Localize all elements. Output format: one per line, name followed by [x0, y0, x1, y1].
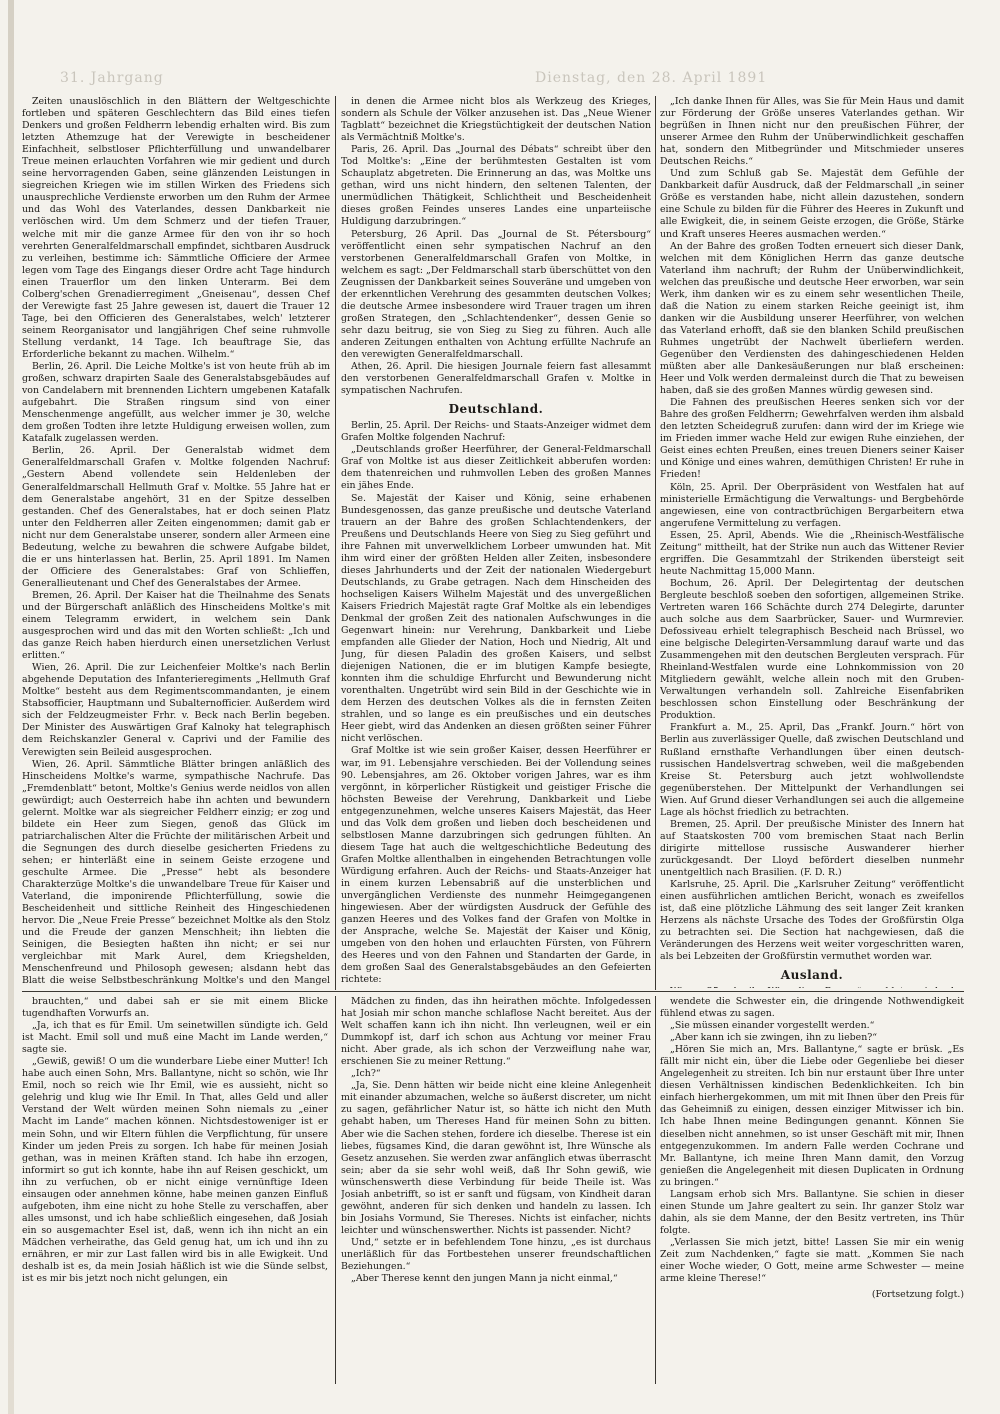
paragraph: „Ich danke Ihnen für Alles, was Sie für Mein Haus und damit zur Förderung der Größe unseres Vaterlandes gethan. Wir begrüßen in Ihnen nicht nur den preußischen Führer, der unserer Armee den Ruhm der Unüberwindlichkeit geschaffen hat, sondern den Mitbegründer und Mitschmieder unseres Deutschen Reichs.“ — [660, 96, 964, 168]
paragraph: Karlsruhe, 25. April. Die „Karlsruher Zeitung“ veröffentlicht einen ausführlichen amtlichen Bericht, wonach es zweifellos ist, daß eine plötzliche Lähmung des seit langer Zeit kranken Herzens als nächste Ursache des Todes der Großfürstin Olga zu betrachten sei. Die Section hat nachgewiesen, daß die Veränderungen des Herzens weit weiter vorgeschritten waren, als bei Lebzeiten der Großfürstin vermuthet worden war. — [660, 879, 964, 963]
paragraph: „Sie müssen einander vorgestellt werden.“ — [670, 1020, 875, 1032]
section-heading-germany: Deutschland. — [448, 402, 544, 417]
paragraph: Se. Majestät der Kaiser und König, seine erhabenen Bundesgenossen, das ganze preußische und deutsche Vaterland trauern an der Bahre des großen Schlachtendenkers, der Preußens und Deutschlands Heere von Sieg zu Sieg geführt und ihre Fahnen mit unverwelklichem Lorbeer umwunden hat. Mit ihm wird einer der größten Helden aller Zeiten, insbesondere dieses Jahrhunderts und der Zeit der nationalen Wiedergeburt Deutschlands, zu Grabe getragen. Nach dem Hinscheiden des hochseligen Kaisers Wilhelm Majestät und des unvergeßlichen Kaisers Friedrich Majestät ragte Graf Moltke als ein lebendiges Denkmal der großen Zeit des nationalen Aufschwunges in die Gegenwart hinein: nur Verehrung, Dankbarkeit und Liebe empfanden alle Glieder der Nation, Hoch und Niedrig, Alt und Jung, für diesen Paladin des großen Kaisers, und selbst diejenigen Nationen, die er im blutigen Kampfe besiegte, konnten ihm die schuldige Ehrfurcht und Bewunderung nicht vorenthalten. Ungetrübt wird sein Bild in der Geschichte wie in dem Herzen des deutschen Volkes als die in fernsten Zeiten strahlen, und so lange es ein preußisches und ein deutsches Heer giebt, wird das Andenken an diesen größten seiner Führer nicht verlöschen. — [341, 492, 651, 745]
paragraph: Berlin, 26. April. Die Leiche Moltke's ist von heute früh ab im großen, schwarz drapirten Saale des Generalstabsgebäudes auf von Candelabern mit brennenden Lichtern umgebenen Katafalk aufgebahrt. Die Straßen ringsum sind von einer Menschenmenge angefüllt, aus welcher immer je 30, welche dem großen Todten ihre letzte Huldigung erweisen wollen, zum Katafalk zugelassen werden. — [22, 361, 330, 445]
paragraph — [660, 986, 964, 988]
paragraph: „Hören Sie mich an, Mrs. Ballantyne,“ sagte er brüsk. „Es fällt mir nicht ein, über die Liebe oder Gegenliebe bei dieser Angelegenheit zu streiten. Ich bin nur erstaunt über Ihre unter diesen Verhältnissen kindischen Bedenklichkeiten. Ich bin einfach hierhergekommen, um mit mit Ihnen über den Preis für das Geheimniß zu einigen, dessen einziger Mitwisser ich bin. Ich habe Ihnen meine Bedingungen genannt. Können Sie dieselben nicht annehmen, so ist unser Geschäft mit mir, Ihnen entgegenzukommen. Im andern Falle werden Cochrane und Mr. Ballantyne, ich meine Ihren Mann damit, den Vorzug genießen die Angelegenheit mit diesen Duplicaten in Ordnung zu bringen.“ — [660, 1044, 964, 1188]
paragraph: Petersburg, 26 April. Das „Journal de St. Pétersbourg“ veröffentlicht einen sehr sympatischen Nachruf an den verstorbenen Generalfeldmarschall Grafen von Moltke, in welchem es sagt: „Der Feldmarschall starb überschüttet von den Zeugnissen der Dankbarkeit seines Souveräne und umgeben von der erkenntlichen Verehrung des gesammten deutschen Volkes; die deutsche Armee insbesondere wird Trauer tragen um ihren großen Strategen, den „Schlachtendenker“, dessen Genie so sehr dazu beitrug, sie von Sieg zu Sieg zu führen. Auch alle anderen Zeitungen enthalten von Achtung erfüllte Nachrufe an den verewigten Generalfeldmarschall. — [341, 228, 651, 360]
column-divider — [335, 96, 336, 990]
paragraph: Langsam erhob sich Mrs. Ballantyne. Sie schien in dieser einen Stunde um Jahre gealtert zu sein. Ihr ganzer Stolz war dahin, als sie dem Manne, der den Besitz vertreten, ins Thür folgte. — [660, 1188, 964, 1236]
paragraph: Köln, 25. April. Der Oberpräsident von Westfalen hat auf ministerielle Ermächtigung die Verwaltungs- und Bergbehörde angewiesen, eine von contractbrüchigen Bergarbeitern etwa angerufene Vermittelung zu verfagen. — [660, 481, 964, 529]
paragraph: Die Fahnen des preußischen Heeres senken sich vor der Bahre des großen Feldherrn; Gewehrfalven werden ihm alsbald den letzten Scheidegruß zurufen: dann wird der im Kriege wie im Frieden immer wache Held zur ewigen Ruhe einziehen, der Geist eines echten Preußen, eines treuen Dieners seiner Kaiser und Könige und eines wahren, demüthigen Christen! Er ruhe in Frieden! — [660, 397, 964, 481]
column-divider — [655, 996, 656, 1384]
news-column-3 — [660, 96, 964, 988]
paragraph: Bochum, 26. April. Der Delegirtentag der deutschen Bergleute beschloß soeben den sofortigen, allgemeinen Strike. Vertreten waren 166 Schächte durch 274 Delegirte, darunter auch solche aus dem Saarbrücker, Sauer- und Wurmrevier. Defossiveau erhielt telegraphisch Bescheid nach Brüssel, wo eine belgische Delegirten-Versammlung darauf warte und das Zusammengehen mit den deutschen Bergleuten versprach. Für Rheinland-Westfalen wurde eine Lohnkommission von 20 Mitgliedern gewählt, welche allein noch mit den Gruben-Verwaltungen verhandeln soll. Zahlreiche Eisenfabriken beschlossen schon Einstellung oder Beschränkung der Produktion. — [660, 577, 964, 722]
paragraph: in denen die Armee nicht blos als Werkzeug des Krieges, sondern als Schule der Völker anzusehen ist. Das „Neue Wiener Tagblatt“ bezeichnet die Kriegstüchtigkeit der deutschen Nation als Vermächtniß Moltke's. — [341, 96, 651, 144]
masthead-bleed — [60, 70, 960, 96]
paragraph: brauchten,“ und dabei sah er sie mit einem Blicke tugendhaften Vorwurfs an. — [22, 996, 328, 1020]
paragraph: „Deutschlands großer Heerführer, der General-Feldmarschall Graf von Moltke ist aus dieser Zeitlichkeit abberufen worden: dem thatenreichen und ruhmvollen Leben des großen Mannes ein jähes Ende. — [341, 444, 651, 492]
feuilleton-column-3 — [660, 996, 964, 1382]
paragraph: „Verlassen Sie mich jetzt, bitte! Lassen Sie mir ein wenig Zeit zum Nachdenken,“ fagte sie matt. „Kommen Sie nach einer Woche wieder, O Gott, meine arme Schwester — meine arme kleine Therese!“ — [660, 1236, 964, 1285]
column-divider — [335, 996, 336, 1384]
paragraph: Wien, 26. April. Sämmtliche Blätter bringen anläßlich des Hinscheidens Moltke's warme, sympathische Nachrufe. Das „Fremdenblatt“ betont, Moltke's Genius werde neidlos von allen gewürdigt; auch Oesterreich habe ihn achten und bewundern gelernt. Moltke war als siegreicher Feldherr einzig; er zog und bildete ein Heer zum Siegen, genoß das Glück im patriarchalischen Alter die Früchte der militärischen Arbeit und die Segnungen des durch dieselbe gesicherten Friedens zu sehen; er hinterläßt eine in seinem Geiste erzogene und geschulte Armee. Die „Presse“ hebt als besondere Charakterzüge Moltke's die unwandelbare Treue für Kaiser und Vaterland, die imponirende Pflichterfüllung, sowie die Bescheidenheit und sittliche Reinheit des Hingeschiedenen hervor. Die „Neue Freie Presse“ bezeichnet Moltke als den Stolz und die Freude der ganzen Menschheit; ihn liebten die Seinigen, die Besiegten haßten ihn nicht; er sei nur vergleichbar mit Mark Aurel, dem Kriegshelden, Menschenfreund und Philosoph gewesen; alsdann hebt das Blatt die weise Selbstbeschränkung Moltke's und den Mangel — [22, 758, 330, 987]
paragraph: Graf Moltke ist wie sein großer Kaiser, dessen Heerführer er war, im 91. Lebensjahre verschieden. Bei der Vollendung seines 90. Lebensjahres, am 26. Oktober vorigen Jahres, war es ihm vergönnt, in körperlicher Rüstigkeit und geistiger Frische die höchsten Beweise der Verehrung, Dankbarkeit und Liebe entgegenzunehmen, welche unseres Kaisers Majestät, das Heer und das Volk dem großen und lieben doch bescheidenen und selbstlosen Manne darzubringen sich gedrungen fühlten. An diesem Tage hat auch die weltgeschichtliche Bedeutung des Grafen Moltke allenthalben in eingehenden Betrachtungen volle Würdigung erfahren. Auch der Reichs- und Staats-Anzeiger hat in einem kurzen Lebensabriß auf die unsterblichen und unvergänglichen Verdienste des nunmehr Heimgegangenen hingewiesen. Aber der würdigsten Ausdruck der Gefühle des ganzen Heeres und des Volkes fand der Grafen von Moltke in der Ansprache, welche Se. Majestät der Kaiser und König, umgeben von den hohen und erlauchten Fürsten, von Führern des Heeres und von den Fahnen und Standarten der Garde, in dem großen Saal des Generalstabsgebäudes an den Gefeierten richtete: — [341, 745, 651, 986]
paragraph: Mädchen zu finden, das ihn heirathen möchte. Infolgedessen hat Josiah mir schon manche schlaflose Nacht bereitet. Aus der Welt schaffen kann ich ihn nicht. Ihn verleugnen, weil er ein Dummkopf ist, darf ich schon aus Achtung vor meiner Frau nicht. Aber grade, als ich schon der Verzweiflung nahe war, erschienen Sie zu meiner Rettung.“ — [341, 996, 651, 1068]
paragraph: Zeiten unauslöschlich in den Blättern der Weltgeschichte fortleben und späteren Geschlechtern das Bild eines tiefen Denkers und großen Feldherrn lebendig erhalten wird. Bis zum letzten Athemzuge hat der Verewigte in bescheidener Einfachheit, selbstloser Pflichterfüllung und unwandelbarer Treue meinen erlauchten Vorfahren wie mir gedient und durch seine hervorragenden Gaben, seine glänzenden Leistungen in siegreichen Kriegen wie im stillen Wirken des Friedens sich unausprechliche Verdienste erworben um den Ruhm der Armee und das Wohl des Vaterlandes, dessen Dankbarkeit nie verlöschen wird. Um dem Schmerz und der tiefen Trauer, welche mit mir die ganze Armee für den von ihr so hoch verehrten Generalfeldmarschall empfindet, sichtbaren Ausdruck zu verleihen, bestimme ich: Sämmtliche Officiere der Armee legen vom Tage des Eingangs dieser Ordre acht Tage hindurch einen Trauerflor um den linken Unterarm. Bei dem Colberg'schen Grenadierregiment „Gneisenau“, dessen Chef der Verewigte fast 25 Jahre gewesen ist, dauert die Trauer 12 Tage, bei den Officieren des Generalstabes, welch' letzterer seinem Reorganisator und langjährigen Chef seine ruhmvolle Stellung verdankt, 14 Tage. Ich beauftrage Sie, das Erforderliche bekannt zu machen. Wilhelm.“ — [22, 96, 330, 360]
masthead-date: Dienstag, den 28. April 1891 — [535, 70, 768, 86]
paragraph: „Aber Therese kennt den jungen Mann ja nicht einmal,“ — [351, 1273, 618, 1285]
paragraph: wendete die Schwester ein, die dringende Nothwendigkeit fühlend etwas zu sagen. — [660, 996, 964, 1020]
feuilleton-divider — [22, 991, 964, 992]
paragraph: „Ja, ich that es für Emil. Um seinetwillen sündigte ich. Geld ist Macht. Emil soll und muß eine Macht im Lande werden,“ sagte sie. — [22, 1020, 328, 1056]
masthead-issue: 31. Jahrgang — [60, 70, 164, 86]
paragraph: „Gewiß, gewiß! O um die wunderbare Liebe einer Mutter! Ich habe auch einen Sohn, Mrs. Ballantyne, nicht so schön, wie Ihr Emil, noch so reich wie Ihr Emil, wie es aussieht, nicht so gelehrig und klug wie Ihr Emil. In That, alles Geld und aller Verstand der Welt würden meinen Sohn niemals zu „einer Macht im Lande“ machen können. Nichtsdestoweniger ist er mein Sohn, und wir Eltern fühlen die Verpflichtung, für unsere Kinder um jeden Preis zu sorgen. Ich habe für meinen Josiah gethan, was in meinen Kräften stand. Ich habe ihn erzogen, informirt so gut ich konnte, habe ihn auf Reisen geschickt, um ihn zu verfuchen, ob er nicht einige vernünftige Ideen einsaugen oder annehmen könne, habe meinen ganzen Einfluß aufgeboten, ihm eine nicht zu hohe Stelle zu verschaffen, aber alles umsonst, und ich habe schließlich eingesehen, daß Josiah ein so ausgemachter Esel ist, daß, wenn ich ihn nicht an ein Mädchen verheirathe, das Geld genug hat, um ich und ihn zu ernähren, er mir zur Last fallen wird bis in alle Ewigkeit. Und deshalb ist es, da mein Josiah häßlich ist wie die Sünde selbst, ist es mir bis jetzt noch nicht gelungen, ein — [22, 1056, 328, 1285]
paragraph: Paris, 26. April. Das „Journal des Débats“ schreibt über den Tod Moltke's: „Eine der berühmtesten Gestalten ist vom Schauplatz abgetreten. Die Erinnerung an das, was Moltke uns gethan, wird uns nicht hindern, den seltenen Talenten, der unermüdlichen Thätigkeit, Schlichtheit und Bescheidenheit dieses großen Feindes unseres Landes eine unparteiische Huldigung darzubringen.“ — [341, 144, 651, 228]
paragraph: Bremen, 25. April. Der preußische Minister des Innern hat auf Staatskosten 700 vom bremischen Staat nach Berlin dirigirte mittellose russische Auswanderer hierher zurückgesandt. Der Lloyd befördert dieselben nunmehr unentgeltlich nach Brasilien. (F. D. R.) — [660, 818, 964, 878]
column-divider — [655, 96, 656, 990]
feuilleton-column-1 — [22, 996, 328, 1382]
news-column-2 — [341, 96, 651, 988]
paragraph: Und zum Schluß gab Se. Majestät dem Gefühle der Dankbarkeit dafür Ausdruck, daß der Feldmarschall „in seiner Größe es verstanden habe, nicht allein dazustehen, sondern eine Schule zu bilden für die Führer des Heeres in Zukunft und alle Ewigkeit, die, in seinem Geiste erzogen, die Größe, Stärke und Kraft unseres Heeres ausmachen werden.“ — [660, 168, 964, 240]
paragraph: Athen, 26. April. Die hiesigen Journale feiern fast allesammt den verstorbenen Generalfeldmarschall Grafen v. Moltke in sympatischen Nachrufen. — [341, 361, 651, 397]
paragraph: Und,“ setzte er in befehlendem Tone hinzu, „es ist durchaus unerläßlich für das Fortbestehen unserer freundschaftlichen Beziehungen.“ — [341, 1236, 651, 1273]
paragraph: Wien, 26. April. Die zur Leichenfeier Moltke's nach Berlin abgehende Deputation des Infanterieregiments „Hellmuth Graf Moltke“ besteht aus dem Regimentscommandanten, je einem Stabsofficier, Hauptmann und Subalternofficier. Außerdem wird sich der Feldzeugmeister Frhr. v. Beck nach Berlin begeben. Der Minister des Auswärtigen Graf Kalnoky hat telegraphisch dem Reichskanzler General v. Caprivi und der Familie des Verewigten sein Beileid ausgesprochen. — [22, 662, 330, 758]
paragraph: Essen, 25. April, Abends. Wie die „Rheinisch-Westfälische Zeitung“ mittheilt, hat der Strike nun auch das Wittener Revier ergriffen. Die Gesammtzahl der Strikenden übersteigt seit heute Nachmittag 15,000 Mann. — [660, 529, 964, 577]
paragraph: „Ja, Sie. Denn hätten wir beide nicht eine kleine Anlegenheit mit einander abzumachen, welche so äußerst discreter, um nicht zu sagen, gefährlicher Natur ist, so hätte ich nicht den Muth gehabt haben, um Thereses Hand für meinen Sohn zu bitten. Aber wie die Sachen stehen, fordere ich dieselbe. Therese ist ein liebes, fügsames Kind, die daran gewöhnt ist, Ihre Wünsche als Gesetz anzusehen. Sie werden zwar anfänglich etwas überrascht sein; aber da sie sehr wohl weiß, daß Ihr Sohn gewiß, wie wünschenswerth diese Verbindung für beide Theile ist. Was Josiah anbetrifft, so ist er sanft und fügsam, von Kindheit daran gewöhnt, anderen für sich denken und handeln zu lassen. Ich bin Josiahs Vormund, Sie Thereses. Nichts ist einfacher, nichts leichter und wünschenswerther. Nichts ist passender. Nicht? — [341, 1080, 651, 1236]
feuilleton-column-2 — [341, 996, 651, 1382]
paragraph: An der Bahre des großen Todten erneuert sich dieser Dank, welchen mit dem Königlichen Herrn das ganze deutsche Vaterland ihm nachruft; der Ruhm der Unüberwindlichkeit, welchen das preußische und deutsche Heer erworben, war sein Werk, ihm danken wir es zu einem sehr wesentlichen Theile, daß die Nation zu einem starken Reiche geeinigt ist, ihm danken wir die Ausbildung unserer Heerführer, von welchen das Vaterland erhofft, daß sie den blanken Schild preußischen Ruhmes ungetrübt der Nachwelt überliefern werden. Gegenüber den Verdiensten des dahingeschiedenen Helden müßten aber alle Dankesäußerungen nur blaß erscheinen: Heer und Volk werden dermaleinst durch die That zu beweisen haben, daß sie des großen Mannes würdig gewesen sind. — [660, 240, 964, 397]
paragraph: Berlin, 25. April. Der Reichs- und Staats-Anzeiger widmet dem Grafen Moltke folgenden Nachruf: — [341, 420, 651, 444]
page-binding-edge — [8, 0, 14, 1414]
paragraph: Bremen, 26. April. Der Kaiser hat die Theilnahme des Senats und der Bürgerschaft anläßlich des Hinscheidens Moltke's mit einem Telegramm erwidert, in welchem sein Dank ausgesprochen wird und das mit den Worten schließt: „Ich und das ganze Reich haben hierdurch einen unersetzlichen Verlust erlitten.“ — [22, 589, 330, 662]
paragraph: „Aber kann ich sie zwingen, ihn zu lieben?“ — [670, 1032, 878, 1044]
paragraph: Frankfurt a. M., 25. April, Das „Frankf. Journ.“ hört von Berlin aus zuverlässiger Quelle, daß zwischen Deutschland und Rußland ernsthafte Verhandlungen über einen deutsch-russischen Handelsvertrag schweben, weil die maßgebenden Kreise St. Petersburg auch jetzt wohlwollendste gegenüberstehen. Der Mittelpunkt der Verhandlungen sei Wien. Auf Grund dieser Verhandlungen sei auch die allgemeine Lage als höchst friedlich zu betrachten. — [660, 722, 964, 818]
paragraph: Berlin, 26. April. Der Generalstab widmet dem Generalfeldmarschall Grafen v. Moltke folgenden Nachruf: „Gestern Abend vollendete sein Heldenleben der Generalfeldmarschall Hellmuth Graf v. Moltke. 55 Jahre hat er dem Generalstabe angehört, 31 en der Spitze desselben gestanden. Chef des Generalstabes, hat er doch seinen Platz unter den Feldherren aller Zeiten eingenommen; damit gab er nicht nur dem Generalstabe unserer, sondern aller Armeen eine Bedeutung, welche zu bewahren die schwere Aufgabe bildet, die er uns hinterlassen hat. Berlin, 25. April 1891. Im Namen der Officiere des Generalstabes: Graf von Schlieffen, Generallieutenant und Chef des Generalstabes der Armee. — [22, 445, 330, 589]
continuation-note: (Fortsetzung folgt.) — [871, 1289, 964, 1301]
section-heading-abroad: Ausland. — [780, 968, 844, 983]
paragraph: „Ich?“ — [351, 1068, 381, 1080]
news-column-1 — [22, 96, 330, 988]
